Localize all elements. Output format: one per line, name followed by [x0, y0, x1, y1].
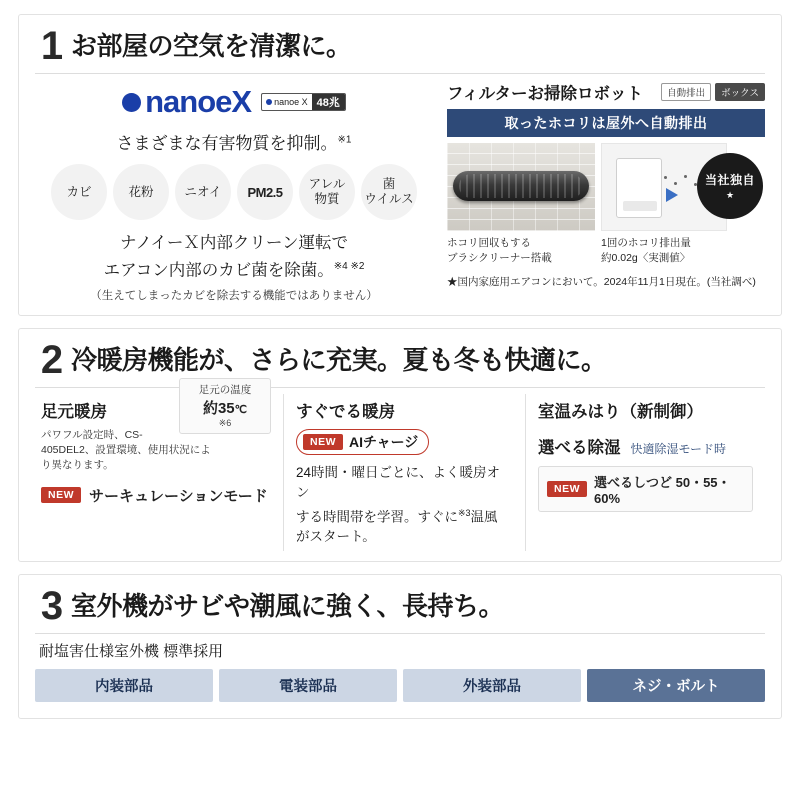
- foot-temp-unit: ℃: [234, 403, 248, 416]
- section2-number: 2: [40, 337, 64, 382]
- status-badge: 自動排出: [661, 83, 711, 101]
- photo-dust-duct: [447, 143, 595, 231]
- nanoe-logo-row: [35, 84, 433, 120]
- status-badge: ボックス: [715, 83, 765, 101]
- nanoe-dot-icon: [122, 93, 141, 112]
- room-temp-heading: 室温みはり（新制御）: [538, 402, 703, 421]
- quick-heating-line1: 24時間・曜日ごとに、よく暖房オン: [296, 464, 501, 500]
- nanoe-badge-right: 48兆: [312, 94, 345, 110]
- new-badge: NEW: [547, 481, 587, 497]
- part-item: 電装部品: [219, 669, 397, 702]
- caption-right-line1: 1回のホコリ排出量: [601, 237, 691, 249]
- section3-number: 3: [40, 584, 64, 628]
- list-item: ニオイ: [175, 164, 231, 220]
- list-item: カビ: [51, 164, 107, 220]
- ai-charge-label: AIチャージ: [349, 433, 419, 450]
- part-item: 外装部品: [403, 669, 581, 702]
- foot-temp-note: ※6: [218, 417, 232, 428]
- nanoe-clean-note-line2-text: エアコン内部のカビ菌を除菌。: [103, 261, 334, 280]
- nanoe-block: [35, 80, 433, 303]
- dehumidify-subtitle: 快適除湿モード時: [630, 441, 727, 456]
- dehumidify-title: 選べる除湿: [538, 438, 621, 457]
- foot-heating-note: パワフル設定時、CS-405DEL2、設置環境、使用状況により異なります。: [41, 428, 211, 471]
- caption-left-line1: ホコリ回収もする: [447, 237, 531, 249]
- section3-header: [19, 575, 781, 631]
- list-item: 花粉: [113, 164, 169, 220]
- robot-title: フィルターお掃除ロボット: [447, 85, 644, 103]
- robot-title-row: [447, 80, 765, 104]
- quick-heating-sup: ※3: [458, 507, 471, 518]
- nanoe-clean-note-line1: ナノイーＸ内部クリーン運転で: [119, 234, 349, 252]
- foot-temp-label: 足元の温度: [198, 383, 252, 396]
- substance-pill-list: [35, 164, 433, 220]
- nanoe-subtitle-text: さまざまな有害物質を抑制。: [116, 134, 338, 153]
- quick-heating-line2: [296, 503, 513, 528]
- nanoe-badge: [261, 93, 346, 111]
- nanoe-clean-note-line2: [35, 255, 433, 283]
- robot-banner: 取ったホコリは屋外へ自動排出: [447, 109, 765, 137]
- foot-temp-number: 約35: [202, 399, 235, 417]
- robot-tag-list: [661, 83, 765, 101]
- column-room-temp: [525, 394, 765, 552]
- dehumidify-values-box: [538, 466, 753, 512]
- seal-star-icon: ★: [725, 190, 735, 200]
- list-item: 菌 ウイルス: [361, 164, 417, 220]
- foot-temp-value: [182, 397, 268, 418]
- column-foot-heating: [35, 383, 283, 552]
- robot-caption-row: [447, 236, 765, 266]
- section3-body: [19, 634, 781, 718]
- duct-graphic: [453, 171, 589, 201]
- nanoe-subtitle-sup: ※1: [337, 134, 352, 146]
- section3-title: 室外機がサビや潮風に強く、長持ち。: [71, 591, 504, 621]
- quick-heating-line2b: 温風: [470, 509, 498, 524]
- nanoe-logo-text: nanoeX: [145, 84, 252, 119]
- nanoe-subtitle: [35, 129, 433, 154]
- section1-footnote: ★国内家庭用エアコンにおいて。2024年11月1日現在。(当社調べ): [447, 276, 756, 288]
- foot-heating-heading: 足元暖房: [41, 402, 107, 421]
- dehumidify-title-row: [538, 434, 753, 458]
- new-badge: NEW: [303, 434, 343, 450]
- quick-heating-line3: がスタート。: [296, 529, 376, 544]
- section1-header: [19, 15, 781, 71]
- circulation-mode-row: [41, 485, 271, 506]
- foot-temp-box: [179, 378, 271, 434]
- section-heating-cooling: [18, 328, 782, 563]
- caption-right: [601, 236, 727, 266]
- section2-header: [19, 329, 781, 385]
- exhaust-arrow-icon: [666, 188, 678, 202]
- filter-robot-block: [447, 80, 765, 303]
- part-item: ネジ・ボルト: [587, 669, 765, 702]
- ai-charge-badge: [296, 429, 429, 455]
- list-item: アレル 物質: [299, 164, 355, 220]
- list-item: PM2.5: [237, 164, 293, 220]
- original-tech-seal: [697, 153, 763, 219]
- section2-title: 冷暖房機能が、さらに充実。夏も冬も快適に。: [71, 344, 607, 375]
- section1-body: [19, 74, 781, 315]
- nanoe-clean-note: [35, 232, 433, 283]
- new-badge: NEW: [41, 487, 81, 503]
- section-air-clean: [18, 14, 782, 316]
- nanoe-badge-left-text: nanoe X: [274, 97, 308, 107]
- section1-number: 1: [40, 24, 64, 68]
- section1-title: お部屋の空気を清潔に。: [71, 31, 352, 61]
- section2-body: [19, 383, 781, 562]
- dehumidify-values: 選べるしつど 50・55・60%: [594, 474, 731, 506]
- caption-right-line2: 約0.02g〈実測値〉: [601, 252, 691, 264]
- circulation-mode-label: サーキュレーションモード: [89, 487, 268, 505]
- quick-heating-heading: すぐでる暖房: [296, 402, 395, 421]
- caption-left: [447, 236, 595, 266]
- nanoe-badge-dot-icon: [266, 99, 272, 105]
- nanoe-clean-note-sup: ※4 ※2: [333, 261, 365, 272]
- nanoe-clean-subnote: （生えてしまったカビを除去する機能ではありません）: [90, 289, 378, 302]
- quick-heating-body: [296, 463, 513, 548]
- quick-heating-line2-text: する時間帯を学習。すぐに: [296, 509, 458, 524]
- nanoe-logo: [122, 84, 251, 120]
- caption-left-line2: ブラシクリーナー搭載: [447, 252, 552, 264]
- section-outdoor-unit: [18, 574, 782, 719]
- column-quick-heating: [283, 394, 525, 552]
- parts-row: [35, 669, 765, 702]
- indoor-unit-graphic: [616, 158, 662, 218]
- nanoe-badge-left: [262, 94, 312, 110]
- seal-title: 当社独自: [704, 173, 755, 187]
- salt-resistant-lead: 耐塩害仕様室外機 標準採用: [39, 643, 224, 660]
- robot-photo-row: [447, 143, 765, 231]
- part-item: 内装部品: [35, 669, 213, 702]
